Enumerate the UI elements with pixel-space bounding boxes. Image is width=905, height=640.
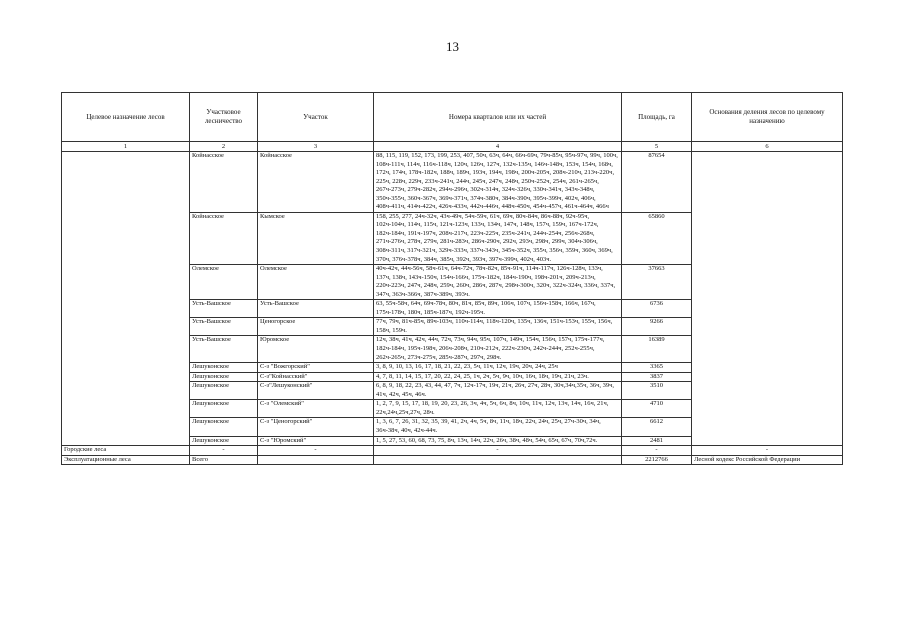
- quarters-cell: 77ч, 79ч, 81ч-85ч, 89ч-103ч, 110ч-114ч, 118ч-120ч, 135ч, 136ч, 151ч-153ч, 155ч, 156ч, 158ч, 159ч.: [374, 318, 622, 336]
- quarters-cell: [374, 455, 622, 465]
- header-basis: Основания деления лесов по целевому назначению: [692, 93, 843, 142]
- column-number: 5: [622, 142, 692, 152]
- exploitation-forests-row: [62, 455, 843, 465]
- purpose-cell: Городские леса: [62, 446, 190, 456]
- area-cell: 3510: [622, 382, 692, 400]
- area-cell: 87654: [622, 152, 692, 213]
- forestry-cell: Койнасское: [190, 212, 258, 264]
- quarters-cell: 6, 8, 9, 18, 22, 23, 43, 44, 47, 7ч, 12ч-17ч, 19ч, 21ч, 26ч, 27ч, 28ч, 30ч,34ч,35ч, 36ч, 39ч, 41ч, 42ч, 45ч, 46ч.: [374, 382, 622, 400]
- quarters-cell: -: [374, 446, 622, 456]
- column-number: 2: [190, 142, 258, 152]
- forestry-cell: Лешуконское: [190, 436, 258, 446]
- forestry-cell: Лешуконское: [190, 418, 258, 436]
- area-cell: -: [622, 446, 692, 456]
- site-cell: Кымское: [258, 212, 374, 264]
- column-number: 4: [374, 142, 622, 152]
- column-number: 3: [258, 142, 374, 152]
- purpose-cell: Эксплуатационные леса: [62, 455, 190, 465]
- site-cell: -: [258, 446, 374, 456]
- quarters-cell: 40ч-42ч, 44ч-56ч, 58ч-61ч, 64ч-72ч, 78ч-82ч, 85ч-91ч, 114ч-117ч, 126ч-128ч, 133ч, 137ч, 138ч, 143ч-150ч, 154ч-166ч, 175ч-182ч, 184ч-190ч, 198ч-201ч, 209ч-213ч, 220ч-223ч, 247ч, 248ч, 259ч, 260ч, 286ч, 287ч, 298ч-300ч, 320ч, 322ч-324ч, 336ч, 337ч, 347ч, 363ч-366ч, 387ч-389ч, 393ч.: [374, 265, 622, 300]
- area-cell: 65860: [622, 212, 692, 264]
- forest-purpose-table: [61, 92, 843, 465]
- site-cell: Юромское: [258, 336, 374, 363]
- site-cell: Койнасское: [258, 152, 374, 213]
- header-site: Участок: [258, 93, 374, 142]
- header-purpose: Целевое назначение лесов: [62, 93, 190, 142]
- quarters-cell: 4, 7, 8, 11, 14, 15, 17, 20, 22, 24, 25, 1ч, 2ч, 5ч, 9ч, 10ч, 16ч, 18ч, 19ч, 21ч, 23ч.: [374, 372, 622, 382]
- site-cell: Олемское: [258, 265, 374, 300]
- area-cell: 16389: [622, 336, 692, 363]
- basis-cell-empty: [692, 152, 843, 446]
- area-cell: 4710: [622, 400, 692, 418]
- quarters-cell: 63, 55ч-58ч, 64ч, 69ч-78ч, 80ч, 81ч, 85ч, 89ч, 106ч, 107ч, 156ч-158ч, 166ч, 167ч, 175ч-178ч, 180ч, 185ч-187ч, 192ч-195ч.: [374, 300, 622, 318]
- column-number: 1: [62, 142, 190, 152]
- page-number: 13: [446, 39, 459, 54]
- quarters-cell: 3, 8, 9, 10, 13, 16, 17, 18, 21, 22, 23, 5ч, 11ч, 12ч, 19ч, 20ч, 24ч, 25ч: [374, 363, 622, 373]
- quarters-cell: 1, 5, 27, 53, 60, 68, 73, 75, 8ч, 13ч, 14ч, 22ч, 26ч, 38ч, 48ч, 54ч, 65ч, 67ч, 70ч,72ч.: [374, 436, 622, 446]
- site-cell: С-з"Койнасский": [258, 372, 374, 382]
- forestry-cell: Лешуконское: [190, 363, 258, 373]
- quarters-cell: 12ч, 38ч, 41ч, 42ч, 44ч, 72ч, 73ч, 94ч, 95ч, 107ч, 149ч, 154ч, 156ч, 157ч, 175ч-177ч, 182ч-184ч, 195ч-198ч, 206ч-208ч, 210ч-212ч, 222ч-230ч, 242ч-244ч, 252ч-255ч, 262ч-265ч, 273ч-275ч, 285ч-287ч, 297ч, 298ч.: [374, 336, 622, 363]
- quarters-cell: 88, 115, 119, 152, 173, 199, 253, 407, 50ч, 63ч, 64ч, 66ч-69ч, 79ч-85ч, 95ч-97ч, 99ч, 100ч, 108ч-111ч, 114ч, 116ч-118ч, 120ч, 126ч, 127ч, 132ч-135ч, 146ч-148ч, 153ч, 154ч, 168ч, 172ч, 174ч, 178ч-182ч, 188ч, 189ч, 193ч, 194ч, 198ч, 200ч-205ч, 208ч-210ч, 213ч-220ч, 225ч, 228ч, 229ч, 233ч-241ч, 244ч, 245ч, 247ч, 248ч, 250ч-252ч, 254ч, 261ч-265ч, 267ч-273ч, 279ч-282ч, 294ч-296ч, 302ч-314ч, 324ч-326ч, 330ч-341ч, 343ч-348ч, 350ч-355ч, 360ч-367ч, 369ч-371ч, 374ч-380ч, 384ч-390ч, 395ч-399ч, 402ч, 406ч, 408ч-411ч, 414ч-422ч, 426ч-433ч, 442ч-446ч, 448ч-450ч, 454ч-457ч, 461ч-464ч, 466ч: [374, 152, 622, 213]
- header-area: Площадь, га: [622, 93, 692, 142]
- area-cell: 3837: [622, 372, 692, 382]
- forestry-cell: Лешуконское: [190, 400, 258, 418]
- purpose-cell-empty: [62, 152, 190, 446]
- area-cell: 2481: [622, 436, 692, 446]
- city-forests-row: [62, 446, 843, 456]
- site-cell: [258, 455, 374, 465]
- forestry-cell: Олемское: [190, 265, 258, 300]
- site-cell: С-з "Юромский": [258, 436, 374, 446]
- forestry-cell: -: [190, 446, 258, 456]
- site-cell: Ценогорское: [258, 318, 374, 336]
- table-row: [62, 152, 843, 213]
- basis-cell: Лесной кодекс Российской Федерации: [692, 455, 843, 465]
- forestry-cell: Койнасское: [190, 152, 258, 213]
- basis-cell: -: [692, 446, 843, 456]
- site-cell: С-з "Ценогорский": [258, 418, 374, 436]
- site-cell: С-з "Олемский": [258, 400, 374, 418]
- forestry-cell: Лешуконское: [190, 372, 258, 382]
- forestry-cell: Лешуконское: [190, 382, 258, 400]
- forestry-cell: Усть-Вашское: [190, 318, 258, 336]
- area-cell: 3365: [622, 363, 692, 373]
- area-cell: 2212766: [622, 455, 692, 465]
- area-cell: 6612: [622, 418, 692, 436]
- site-cell: Усть-Вашское: [258, 300, 374, 318]
- quarters-cell: 1, 2, 7, 9, 15, 17, 18, 19, 20, 23, 26, 3ч, 4ч, 5ч, 6ч, 8ч, 10ч, 11ч, 12ч, 13ч, 14ч, 16ч, 21ч, 22ч,24ч,25ч,27ч, 28ч.: [374, 400, 622, 418]
- area-cell: 9266: [622, 318, 692, 336]
- column-number-row: [62, 142, 843, 152]
- forestry-cell: Всего: [190, 455, 258, 465]
- area-cell: 6736: [622, 300, 692, 318]
- header-row: [62, 93, 843, 142]
- area-cell: 37663: [622, 265, 692, 300]
- quarters-cell: 158, 255, 277, 24ч-32ч, 43ч-49ч, 54ч-59ч, 61ч, 69ч, 80ч-84ч, 86ч-88ч, 92ч-95ч, 102ч-104ч, 114ч, 115ч, 121ч-123ч, 133ч, 134ч, 147ч, 148ч, 157ч, 159ч, 167ч-172ч, 182ч-184ч, 191ч-197ч, 208ч-217ч, 223ч-225ч, 235ч-241ч, 244ч-254ч, 256ч-268ч, 271ч-276ч, 278ч, 279ч, 281ч-283ч, 286ч-290ч, 292ч, 293ч, 298ч, 299ч, 304ч-306ч, 308ч-311ч, 317ч-321ч, 329ч-333ч, 337ч-343ч, 345ч-352ч, 355ч, 356ч, 359ч, 360ч, 369ч, 370ч, 376ч-378ч, 384ч, 385ч, 392ч, 393ч, 397ч-399ч, 402ч, 403ч.: [374, 212, 622, 264]
- quarters-cell: 1, 3, 6, 7, 26, 31, 32, 35, 39, 41, 2ч, 4ч, 5ч, 8ч, 11ч, 18ч, 22ч, 24ч, 25ч, 27ч-30ч, 34ч, 36ч-38ч, 40ч, 42ч-44ч.: [374, 418, 622, 436]
- column-number: 6: [692, 142, 843, 152]
- forestry-cell: Усть-Вашское: [190, 300, 258, 318]
- header-district-forestry: Участковое лесничество: [190, 93, 258, 142]
- header-quarters: Номера кварталов или их частей: [374, 93, 622, 142]
- site-cell: С-з "Вожгорский": [258, 363, 374, 373]
- site-cell: С-з"Лешуконский": [258, 382, 374, 400]
- forestry-cell: Усть-Вашское: [190, 336, 258, 363]
